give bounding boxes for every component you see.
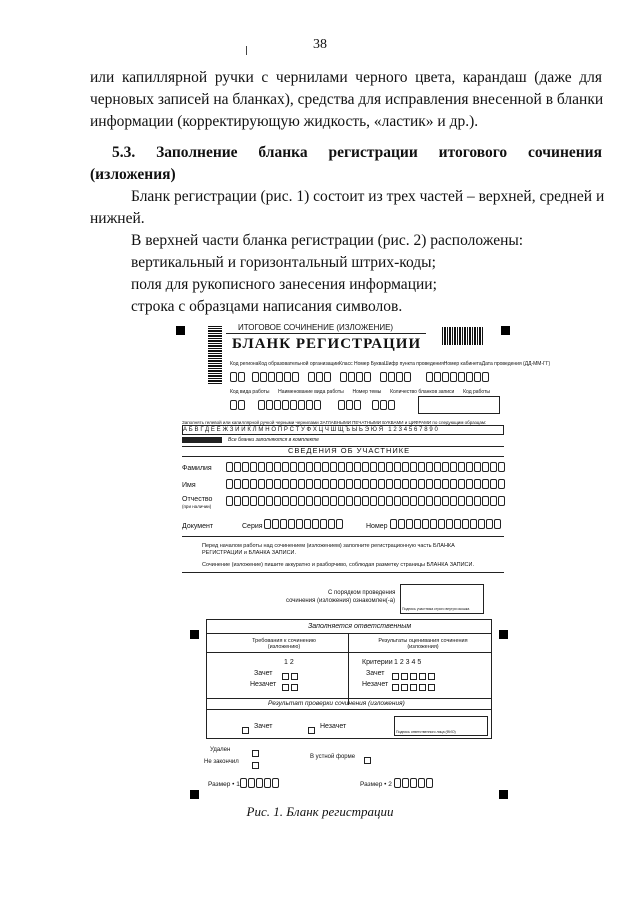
pass-label: Зачет <box>254 670 273 677</box>
note-2: Сочинение (изложение) пишите аккуратно и разборчиво, соблюдая разметку страницы БЛАНКА ЗАПИСИ. <box>202 562 474 568</box>
label: Код работы <box>463 389 490 395</box>
requirements-label: Требования к сочинению (изложению) <box>252 638 316 650</box>
divider <box>182 572 504 573</box>
corner-marker <box>499 630 508 639</box>
field-boxes[interactable] <box>340 372 371 382</box>
vertical-barcode <box>208 326 222 384</box>
result-pass-checkbox[interactable] <box>242 722 251 740</box>
field-boxes[interactable] <box>258 400 321 410</box>
list-item: строка с образцами написания символов. <box>131 298 403 315</box>
field-boxes[interactable] <box>380 372 411 382</box>
series-label: Серия <box>242 523 263 530</box>
filled-by-header: Заполняется ответственным <box>308 623 412 630</box>
document-label: Документ <box>182 523 214 530</box>
requirement-numbers: 1 2 <box>284 659 294 666</box>
label: Код региона <box>230 361 259 367</box>
patronymic-note: (при наличии) <box>182 504 212 509</box>
divider <box>182 456 504 457</box>
text-line: информации (корректирующую жидкость, «ластик» и др.). <box>90 113 479 130</box>
label: Номер кабинета <box>443 361 482 367</box>
note-1: Перед началом работы над сочинением (изложением) заполните регистрационную часть БЛАНКА РЕГИСТРАЦИИ и БЛАНКА ЗАПИСИ. <box>202 543 455 556</box>
removed-label: Удален <box>210 747 231 753</box>
work-code-box[interactable] <box>418 396 500 414</box>
page-number: 38 <box>313 37 327 52</box>
fail-checkboxes[interactable] <box>282 679 300 697</box>
section-heading: 5.3. Заполнение бланка регистрации итогового сочинения <box>112 144 602 161</box>
divider <box>226 333 426 334</box>
sample-characters: АБВГДЕЁЖЗИЙКЛМНОПРСТУФХЦЧШЩЪЫЬЭЮЯ 1234567890 <box>182 425 504 435</box>
scan-mark <box>246 46 247 55</box>
signature-hint: Подпись участника строго внутри окошка <box>402 607 470 611</box>
oral-form-label: В устной форме <box>310 754 356 760</box>
sample-note: Заполнять гелевой или капиллярной ручкой черными чернилами ЗАГЛАВНЫМИ ПЕЧАТНЫМИ БУКВАМИ и ЦИФРАМИ по следующим образцам: <box>182 420 487 425</box>
section-heading-cont: (изложения) <box>90 166 176 183</box>
result-fail-label: Незачет <box>320 723 347 730</box>
series-boxes[interactable] <box>264 519 343 529</box>
reserve-tag <box>182 437 222 443</box>
criteria-numbers: 1 2 3 4 5 <box>394 659 422 666</box>
date-boxes[interactable] <box>426 372 489 382</box>
list-item: вертикальный и горизонтальный штрих-коды; <box>131 254 436 271</box>
form-title: БЛАНК РЕГИСТРАЦИИ <box>232 336 422 352</box>
length-2-boxes[interactable] <box>394 778 433 788</box>
surname-label: Фамилия <box>182 465 212 472</box>
corner-marker <box>190 790 199 799</box>
field-boxes[interactable] <box>252 372 299 382</box>
divider <box>182 536 504 537</box>
divider <box>348 633 349 705</box>
registration-form-figure <box>168 316 551 806</box>
field-boxes[interactable] <box>308 372 331 382</box>
agree-line-2: сочинения (изложения) ознакомлен(-а) <box>286 598 396 604</box>
label: Количество бланков записи <box>390 389 455 395</box>
figure-caption: Рис. 1. Бланк регистрации <box>246 804 394 819</box>
criteria-fail-label: Незачет <box>362 681 389 688</box>
surname-boxes[interactable] <box>226 462 505 472</box>
criteria-fail-checkboxes[interactable] <box>392 679 437 697</box>
list-item: поля для рукописного занесения информации; <box>131 276 437 293</box>
paragraph-line: В верхней части бланка регистрации (рис. 2) расположены: <box>131 232 524 249</box>
criteria-label: Критерии <box>362 659 393 666</box>
divider <box>206 652 491 653</box>
name-label: Имя <box>182 482 196 489</box>
text-line: черновых записей на бланках), средства для исправления внесенной в бланки <box>90 91 604 108</box>
label: Дата проведения (ДД-ММ-ГГ) <box>481 361 551 367</box>
reserve-note: Все бланки заполняются в комплекте <box>228 437 319 443</box>
corner-marker <box>499 790 508 799</box>
agree-line-1: С порядком проведения <box>328 590 396 596</box>
participant-header: СВЕДЕНИЯ ОБ УЧАСТНИКЕ <box>288 446 411 455</box>
patronymic-label: Отчество <box>182 496 213 503</box>
not-finished-checkbox[interactable] <box>252 757 261 775</box>
length-1-boxes[interactable] <box>240 778 279 788</box>
text-line: или капиллярной ручки с чернилами черного цвета, карандаш (даже для <box>90 69 602 86</box>
divider <box>206 698 491 699</box>
label: Номер темы <box>352 389 382 395</box>
result-pass-label: Зачет <box>254 723 273 730</box>
field-boxes[interactable] <box>338 400 361 410</box>
header-labels-2 <box>230 388 490 396</box>
results-label: Результаты оценивания сочинения (изложения) <box>378 638 468 650</box>
field-boxes[interactable] <box>230 372 245 382</box>
label: Код образовательной организации <box>258 361 339 367</box>
criteria-pass-label: Зачет <box>366 670 385 677</box>
expert-sign-hint: Подпись ответственного лица (ФИО) <box>396 730 456 734</box>
number-label: Номер <box>366 523 388 530</box>
paragraph-line: нижней. <box>90 210 145 227</box>
header-labels <box>230 360 551 368</box>
field-boxes[interactable] <box>230 400 245 410</box>
corner-marker <box>501 326 510 335</box>
not-finished-label: Не закончил <box>204 759 239 765</box>
oral-form-checkbox[interactable] <box>364 752 373 770</box>
label: Код вида работы <box>230 389 270 395</box>
length-1-label: Размер • 1 <box>208 781 240 788</box>
number-boxes[interactable] <box>390 519 501 529</box>
result-fail-checkbox[interactable] <box>308 722 317 740</box>
corner-marker <box>190 630 199 639</box>
label: Класс Номер Буква <box>338 361 384 367</box>
check-result-header: Результат проверки сочинения (изложения) <box>268 700 405 707</box>
name-boxes[interactable] <box>226 479 505 489</box>
length-2-label: Размер • 2 <box>360 781 392 788</box>
fail-label: Незачет <box>250 681 277 688</box>
divider <box>206 709 491 710</box>
form-subtitle: ИТОГОВОЕ СОЧИНЕНИЕ (ИЗЛОЖЕНИЕ) <box>238 323 394 332</box>
paragraph-line: Бланк регистрации (рис. 1) состоит из трех частей – верхней, средней и <box>131 188 605 205</box>
label: Наименование вида работы <box>278 389 344 395</box>
horizontal-barcode <box>442 327 484 345</box>
label: Шифр пункта проведения <box>384 361 444 367</box>
field-boxes[interactable] <box>372 400 395 410</box>
patronymic-boxes[interactable] <box>226 496 505 506</box>
corner-marker <box>176 326 185 335</box>
